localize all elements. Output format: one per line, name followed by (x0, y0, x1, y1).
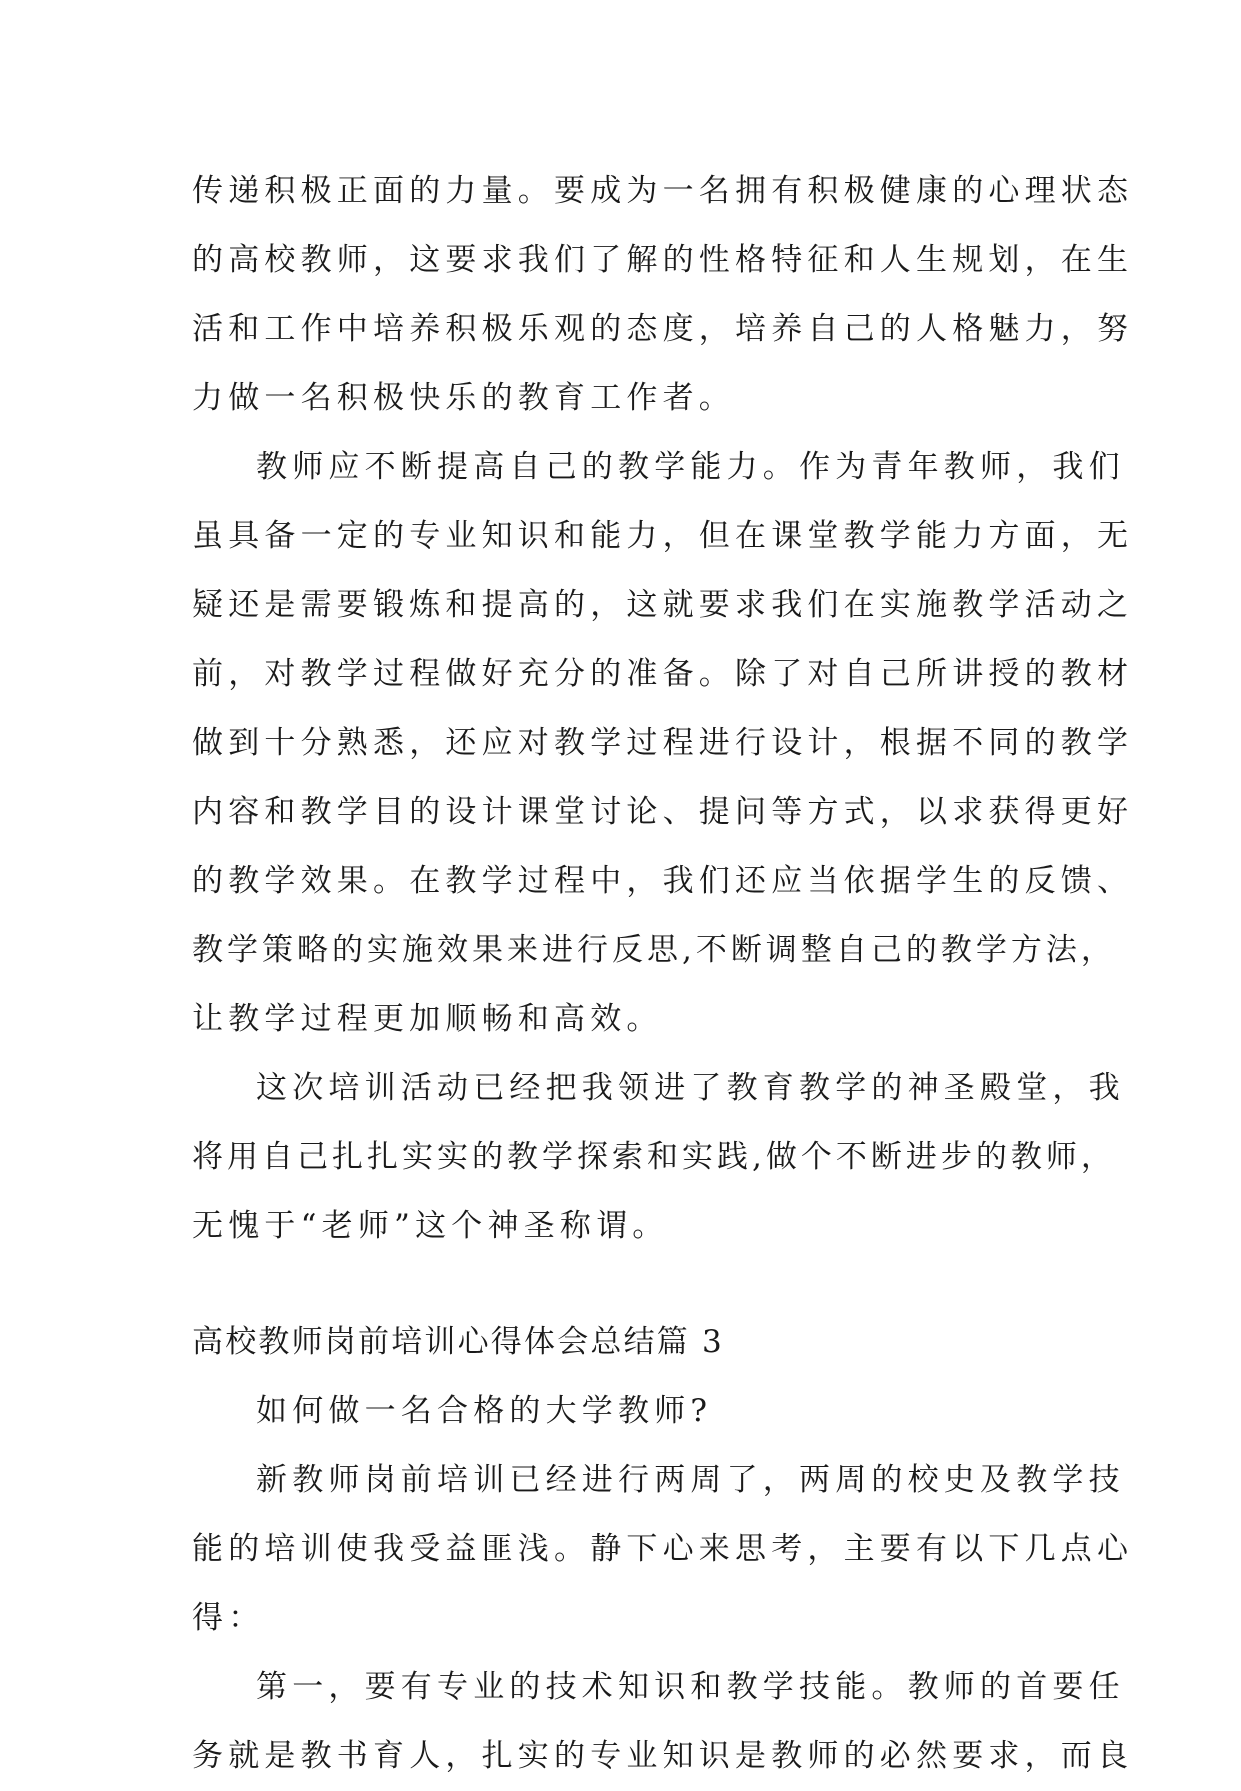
paragraph-question (192, 1377, 1062, 1446)
paragraph-positive-energy (192, 157, 1134, 433)
section-spacer (192, 1261, 1062, 1308)
text-line: 得： (192, 1600, 265, 1636)
paragraph-training-conclusion (192, 1054, 1125, 1261)
text-line: 传递积极正面的力量。要成为一名拥有积极健康的心理状态 (192, 173, 1134, 209)
section-heading: 高校教师岗前培训心得体会总结篇 3 (192, 1324, 724, 1360)
paragraph-intro (192, 1446, 1134, 1653)
text-line: 第一，要有专业的技术知识和教学技能。教师的首要任 (256, 1669, 1125, 1705)
text-line: 力做一名积极快乐的教育工作者。 (192, 380, 735, 416)
text-line: 内容和教学目的设计课堂讨论、提问等方式，以求获得更好 (192, 794, 1134, 830)
paragraph-teaching-ability (192, 433, 1134, 1054)
text-line: 新教师岗前培训已经进行两周了，两周的校史及教学技 (256, 1462, 1125, 1498)
text-line: 的高校教师，这要求我们了解的性格特征和人生规划，在生 (192, 242, 1134, 278)
text-line: 虽具备一定的专业知识和能力，但在课堂教学能力方面，无 (192, 518, 1134, 554)
text-line: 无愧于“老师”这个神圣称谓。 (192, 1208, 669, 1244)
text-line: 务就是教书育人，扎实的专业知识是教师的必然要求，而良 (192, 1738, 1134, 1774)
text-line: 如何做一名合格的大学教师? (256, 1393, 713, 1429)
text-line: 将用自己扎扎实实的教学探索和实践,做个不断进步的教师， (192, 1139, 1116, 1175)
text-line: 前，对教学过程做好充分的准备。除了对自己所讲授的教材 (192, 656, 1134, 692)
text-line: 做到十分熟悉，还应对教学过程进行设计，根据不同的教学 (192, 725, 1134, 761)
text-line: 教师应不断提高自己的教学能力。作为青年教师，我们 (256, 449, 1125, 485)
text-line: 疑还是需要锻炼和提高的，这就要求我们在实施教学活动之 (192, 587, 1134, 623)
text-line: 让教学过程更加顺畅和高效。 (192, 1001, 663, 1037)
text-line: 教学策略的实施效果来进行反思,不断调整自己的教学方法， (192, 932, 1116, 968)
text-line: 这次培训活动已经把我领进了教育教学的神圣殿堂，我 (256, 1070, 1125, 1106)
document-body (192, 157, 1134, 1791)
text-line: 能的培训使我受益匪浅。静下心来思考，主要有以下几点心 (192, 1531, 1134, 1567)
text-line: 活和工作中培养积极乐观的态度，培养自己的人格魅力，努 (192, 311, 1134, 347)
text-line: 的教学效果。在教学过程中，我们还应当依据学生的反馈、 (192, 863, 1134, 899)
paragraph-point-one (192, 1653, 1134, 1791)
